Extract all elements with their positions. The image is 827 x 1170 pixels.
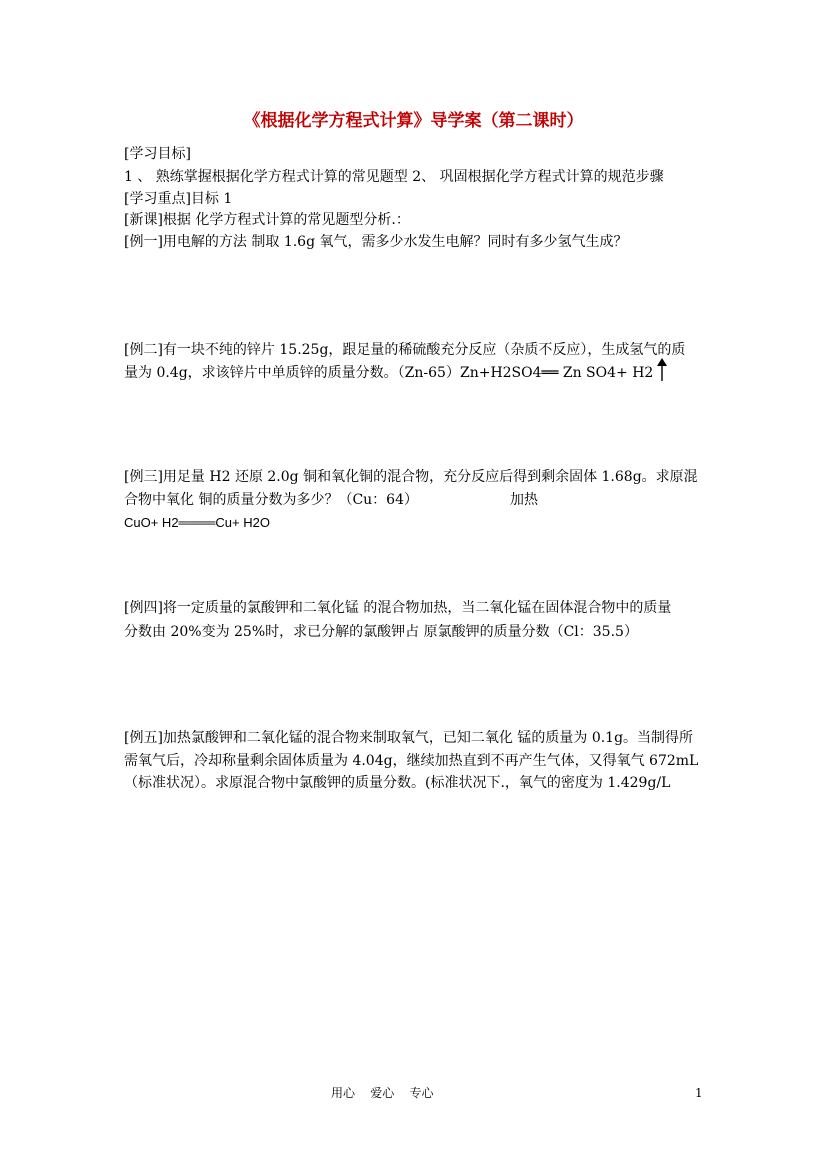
example-5-line-2: 需氧气后，冷却称量剩余固体质量为 4.04g，继续加热直到不再产生气体，又得氧气 672mL — [124, 753, 699, 769]
page-number: 1 — [695, 1086, 703, 1100]
example-1: [例一]用电解的方法 制取 1.6g 氧气，需多少水发生电解？同时有多少氢气生成？ — [124, 234, 628, 250]
goals-items: 1 、 熟练掌握根据化学方程式计算的常见题型 2、 巩固根据化学方程式计算的规范步骤 — [124, 169, 664, 185]
page-title: 《根据化学方程式计算》导学案（第二课时） — [243, 111, 584, 131]
reaction-condition-label: 加热 — [510, 492, 538, 508]
example-2-line-2: 量为 0.4g，求该锌片中单质锌的质量分数。（Zn-65）Zn+H2SO4══ Zn SO4+ H2 — [124, 365, 654, 381]
example-4-line-2: 分数由 20%变为 25%时，求已分解的氯酸钾占 原氯酸钾的质量分数（Cl：35.5） — [124, 624, 638, 640]
focus-heading: [学习重点]目标 1 — [124, 191, 233, 207]
reaction-equation: CuO+ H2════Cu+ H2O — [124, 515, 270, 530]
example-3-line-2: 合物中氧化 铜的质量分数为多少？（Cu：64） — [124, 492, 418, 508]
footer-motto: 用心 爱心 专心 — [331, 1086, 434, 1100]
example-3-line-1: [例三]用足量 H2 还原 2.0g 铜和氧化铜的混合物，充分反应后得到剩余固体 1.68g。求原混 — [124, 469, 698, 485]
example-5-line-1: [例五]加热氯酸钾和二氧化锰的混合物来制取氧气，已知二氧化 锰的质量为 0.1g。当制得所 — [124, 730, 694, 746]
example-2-line-1: [例二]有一块不纯的锌片 15.25g，跟足量的稀硫酸充分反应（杂质不反应），生成氢气的质 — [124, 342, 686, 358]
goals-heading: [学习目标] — [124, 146, 191, 162]
gas-arrow-icon — [655, 358, 669, 382]
new-lesson-heading: [新课]根据 化学方程式计算的常见题型分析.： — [124, 212, 410, 228]
example-4-line-1: [例四]将一定质量的氯酸钾和二氧化锰 的混合物加热，当二氧化锰在固体混合物中的质量 — [124, 600, 672, 616]
example-5-line-3: （标准状况）。求原混合物中氯酸钾的质量分数。(标准状况下.，氧气的密度为 1.429g/L — [124, 775, 671, 791]
